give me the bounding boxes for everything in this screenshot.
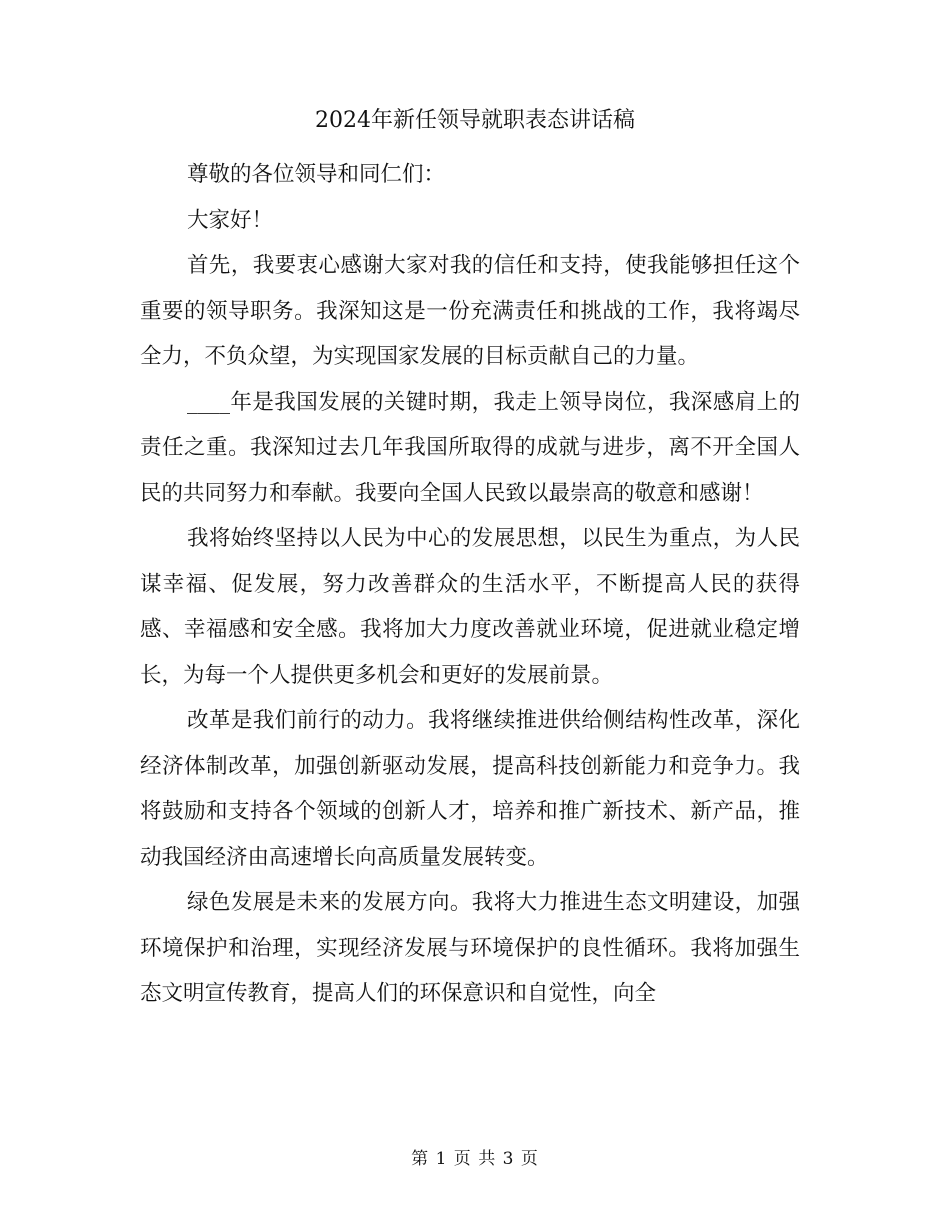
- document-body: [140, 152, 800, 1017]
- body-paragraph: 改革是我们前行的动力。我将继续推进供给侧结构性改革，深化经济体制改革，加强创新驱动发展，提高科技创新能力和竞争力。我将鼓励和支持各个领域的创新人才，培养和推广新技术、新产品，推动我国经济由高速增长向高质量发展转变。: [140, 708, 800, 870]
- body-paragraph: 绿色发展是未来的发展方向。我将大力推进生态文明建设，加强环境保护和治理，实现经济发展与环境保护的良性循环。我将加强生态文明宣传教育，提高人们的环保意识和自觉性，向全: [140, 890, 800, 1006]
- document-title: 2024年新任领导就职表态讲话稿: [315, 108, 635, 133]
- body-paragraph: 我将始终坚持以人民为中心的发展思想，以民生为重点，为人民谋幸福、促发展，努力改善群众的生活水平，不断提高人民的获得感、幸福感和安全感。我将加大力度改善就业环境，促进就业稳定增长，为每一个人提供更多机会和更好的发展前景。: [140, 526, 800, 688]
- body-paragraph: ____年是我国发展的关键时期，我走上领导岗位，我深感肩上的责任之重。我深知过去几年我国所取得的成就与进步，离不开全国人民的共同努力和奉献。我要向全国人民致以最崇高的敬意和感谢！: [140, 389, 800, 506]
- salutation-paragraph: 尊敬的各位领导和同仁们：: [187, 162, 446, 187]
- greeting-paragraph: 大家好！: [187, 207, 274, 233]
- page-number-footer: 第 1 页 共 3 页: [411, 1149, 539, 1169]
- body-paragraph: 首先，我要衷心感谢大家对我的信任和支持，使我能够担任这个重要的领导职务。我深知这是一份充满责任和挑战的工作，我将竭尽全力，不负众望，为实现国家发展的目标贡献自己的力量。: [140, 253, 800, 369]
